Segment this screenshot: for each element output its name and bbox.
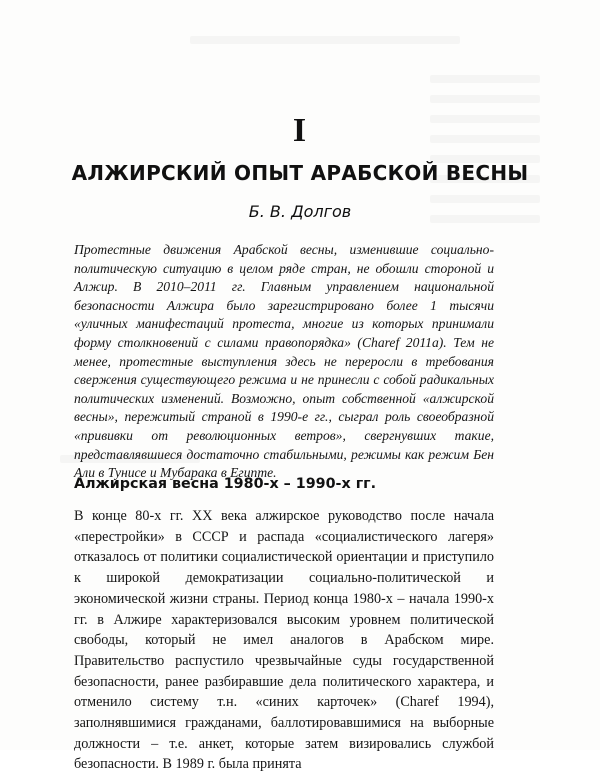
chapter-number: I [292,112,308,149]
section-heading: Алжирская весна 1980-х – 1990-х гг. [74,476,377,492]
chapter-title: АЛЖИРСКИЙ ОПЫТ АРАБСКОЙ ВЕСНЫ [71,161,529,185]
abstract-paragraph: Протестные движения Арабской весны, изменившие социально-политическую ситуацию в целом ряде стран, не обошли стороной и Алжир. В 2010–2011 гг. Главным управлением национальной безопасности Алжира было зарегистрировано более 1 тысячи «уличных манифестаций протеста, многие из которых принимали форму столкновений с силами правопорядка» (Charef 2011a). Тем не менее, протестные выступления здесь не переросли в требования свержения существующего режима и не принесли с собой радикальных политических изменений. Возможно, опыт собственной «алжирской весны», пережитый страной в 1990-е гг., сыграл роль своеобразной «прививки от революционных ветров», свергнувших такие, представлявшиеся достаточно стабильными, режимы как режим Бен Али в Тунисе и Мубарака в Египте. [74,242,494,481]
body-paragraph: В конце 80-х гг. XX века алжирское руководство после начала «перестройки» в СССР и распада «социалистического лагеря» отказалось от политики социалистической ориентации и приступило к широкой демократизации социально-политической и экономической жизни страны. Период конца 1980-х – начала 1990-х гг. в Алжире характеризовался высоким уровнем политической свободы, который не имел аналогов в Арабском мире. Правительство распустило чрезвычайные суды государственной безопасности, ранее разбиравшие дела политического характера, и отменило систему т.н. «синих карточек» (Charef 1994), заполнявшимися гражданами, баллотировавшимися на выборные должности – т.е. анкет, которые затем визировались службой безопасности. В 1989 г. была принята [74,508,494,773]
author-name: Б. В. Долгов [248,202,352,221]
